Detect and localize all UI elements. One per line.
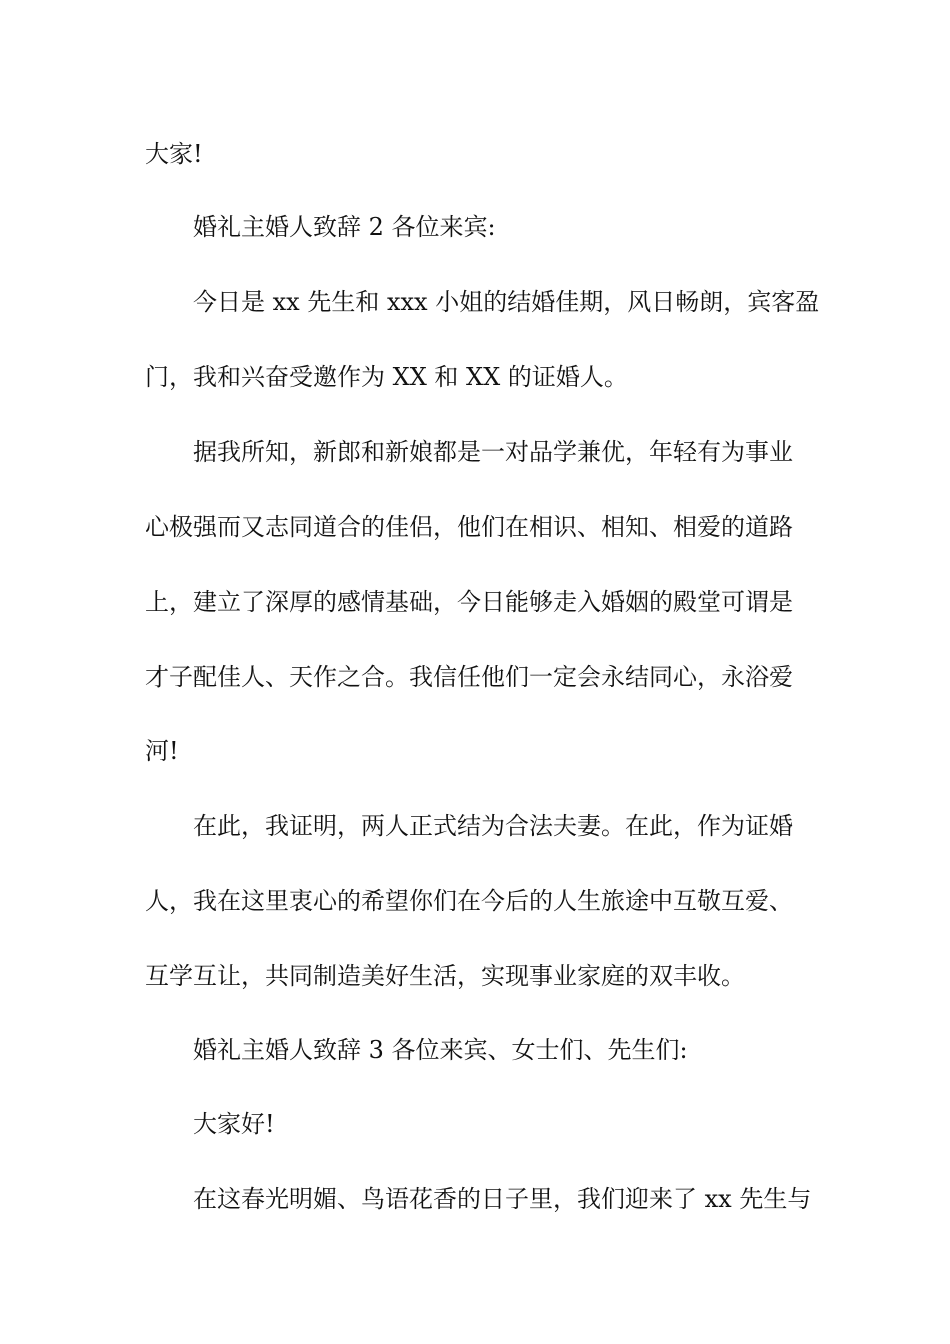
text-line: 才子配佳人、天作之合。我信任他们一定会永结同心，永浴爱 (145, 663, 793, 691)
text-line: 心极强而又志同道合的佳侣，他们在相识、相知、相爱的道路 (145, 513, 793, 541)
text-line: 在此，我证明，两人正式结为合法夫妻。在此，作为证婚 (193, 812, 793, 840)
text-line: 大家! (145, 140, 203, 168)
text-line: 在这春光明媚、鸟语花香的日子里，我们迎来了 xx 先生与 (193, 1185, 812, 1213)
text-line: 门，我和兴奋受邀作为 XX 和 XX 的证婚人。 (145, 363, 628, 391)
text-line: 人，我在这里衷心的希望你们在今后的人生旅途中互敬互爱、 (145, 887, 793, 915)
text-line: 据我所知，新郎和新娘都是一对品学兼优，年轻有为事业 (193, 438, 793, 466)
section-heading-3: 婚礼主婚人致辞 3 各位来宾、女士们、先生们: (193, 1036, 688, 1064)
text-line: 互学互让，共同制造美好生活，实现事业家庭的双丰收。 (145, 962, 745, 990)
text-line: 大家好! (193, 1110, 275, 1138)
section-heading-2: 婚礼主婚人致辞 2 各位来宾: (193, 213, 496, 241)
text-line: 今日是 xx 先生和 xxx 小姐的结婚佳期，风日畅朗，宾客盈 (193, 288, 820, 316)
text-line: 上，建立了深厚的感情基础，今日能够走入婚姻的殿堂可谓是 (145, 588, 793, 616)
text-line: 河! (145, 737, 179, 765)
